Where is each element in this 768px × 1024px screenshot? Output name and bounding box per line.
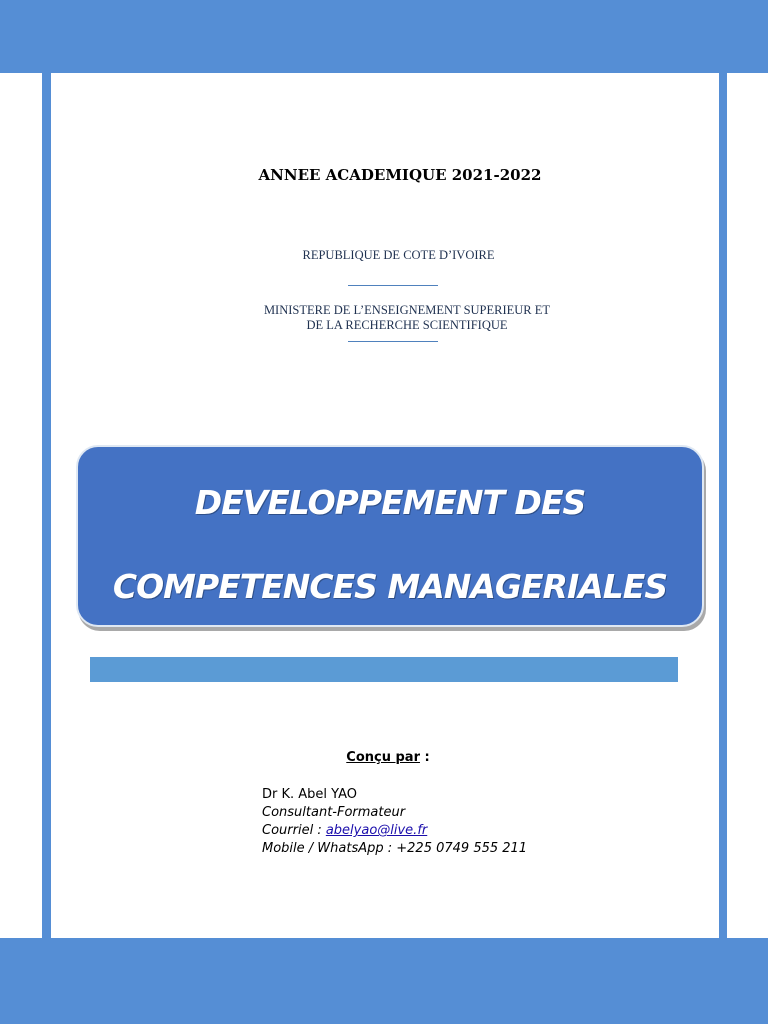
right-border (719, 73, 727, 938)
author-phone: Mobile / WhatsApp : +225 0749 555 211 (262, 841, 528, 856)
designed-by-heading (0, 750, 768, 765)
title-banner (76, 445, 704, 627)
divider (348, 341, 438, 342)
decorative-strip (90, 657, 678, 682)
designed-by-label: Conçu par (346, 750, 420, 765)
academic-year: ANNEE ACADEMIQUE 2021-2022 (258, 166, 542, 184)
top-band (0, 0, 768, 73)
author-info (262, 786, 527, 858)
email-link[interactable]: abelyao@live.fr (325, 823, 428, 838)
divider (348, 285, 438, 286)
bottom-band (0, 938, 768, 1024)
left-border (42, 73, 51, 938)
title-line-1: DEVELOPPEMENT DES (194, 483, 586, 522)
ministry-line-1: MINISTERE DE L’ENSEIGNEMENT SUPERIEUR ET (263, 303, 551, 317)
republic-heading: REPUBLIQUE DE COTE D’IVOIRE (302, 248, 495, 262)
author-role: Consultant-Formateur (262, 805, 406, 820)
author-email-line (262, 822, 527, 840)
designed-by-colon: : (419, 750, 430, 765)
title-line-2: COMPETENCES MANAGERIALES (112, 567, 668, 606)
ministry-line-2: DE LA RECHERCHE SCIENTIFIQUE (306, 318, 508, 332)
ministry-heading (0, 303, 768, 333)
author-name: Dr K. Abel YAO (262, 787, 357, 802)
email-label: Courriel : (262, 823, 326, 838)
